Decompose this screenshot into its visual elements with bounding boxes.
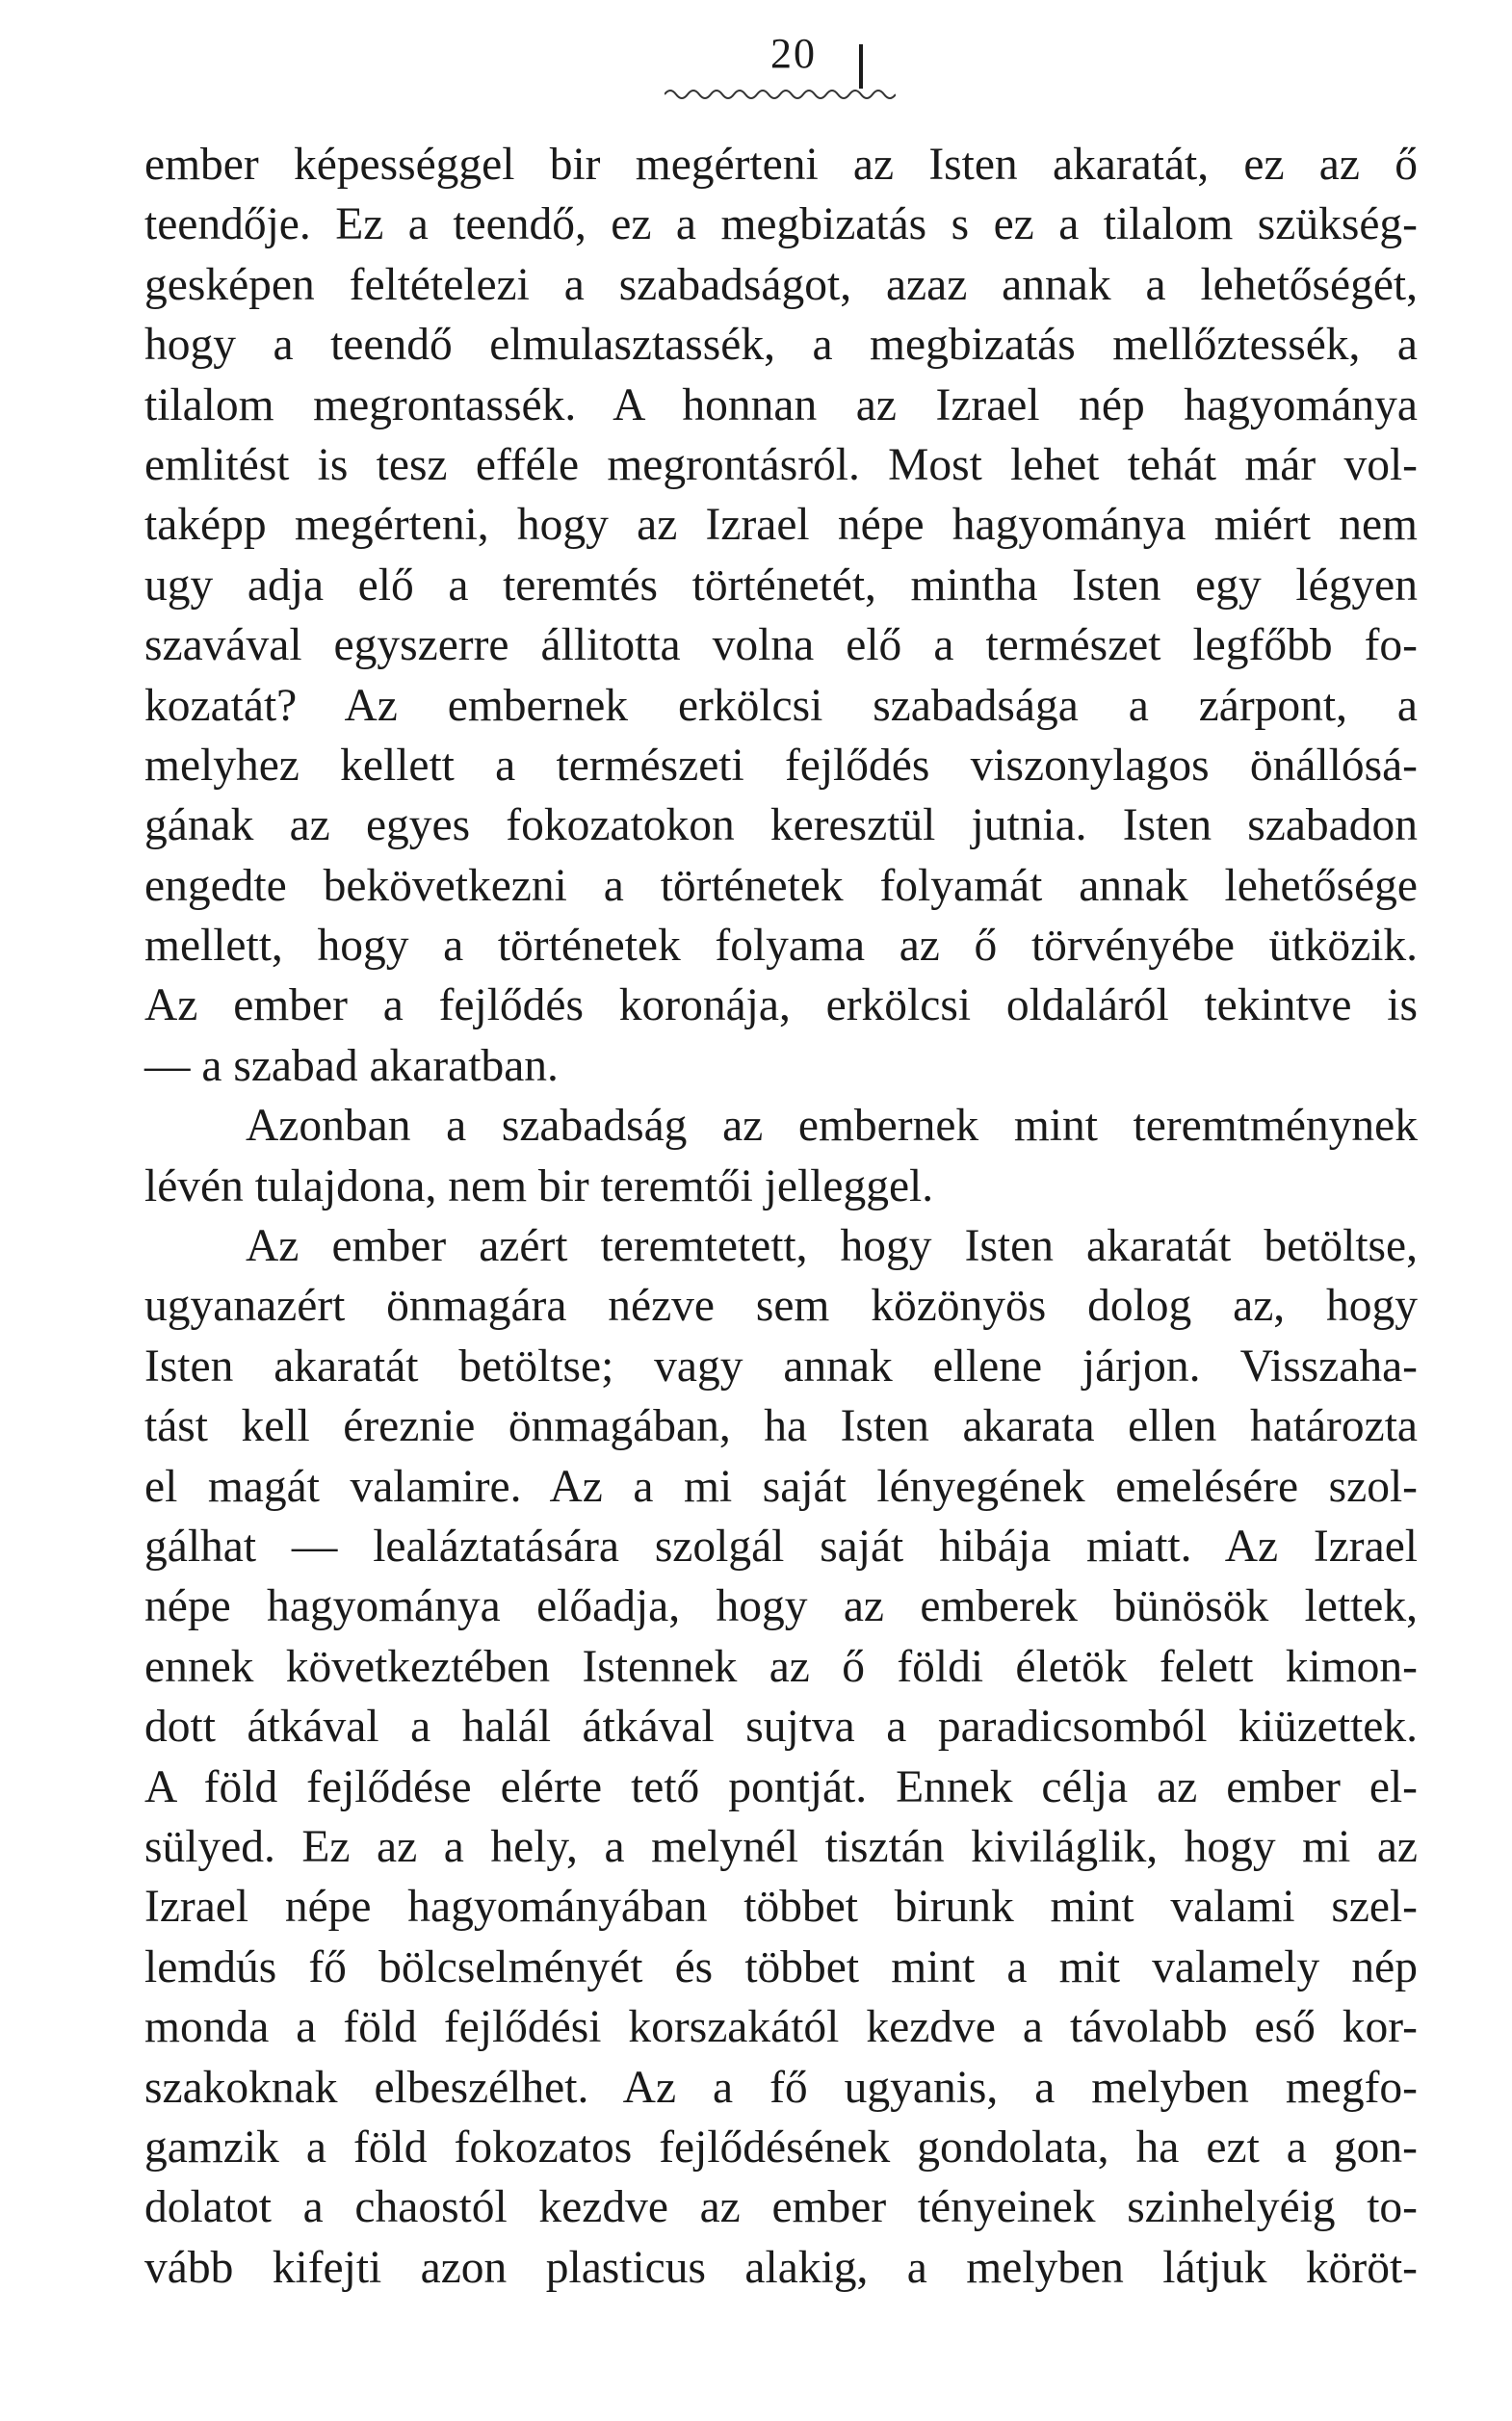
text-line: dolatot a chaostól kezdve az ember tényeinek szinhelyéig to- [144,2182,1418,2233]
header-rule [859,44,863,89]
text-line: el magát valamire. Az a mi saját lényegének emelésére szol- [144,1461,1418,1512]
paragraph-2 [144,1096,1418,1216]
text-line: engedte bekövetkezni a történetek folyamát annak lehetősége [144,860,1418,911]
text-line: tást kell éreznie önmagában, ha Isten akarata ellen határozta [144,1401,1418,1452]
text-line: szavával egyszerre állitotta volna elő a természet legfőbb fo- [144,620,1418,671]
text-line: Az ember azért teremtetett, hogy Isten akaratát betöltse, [246,1221,1418,1272]
text-line: lévén tulajdona, nem bir teremtői jelleggel. [144,1160,934,1211]
text-line: szakoknak elbeszélhet. Az a fő ugyanis, a melyben megfo- [144,2062,1418,2113]
text-line: A föld fejlődése elérte tető pontját. Ennek célja az ember el- [144,1761,1418,1812]
text-line: vább kifejti azon plasticus alakig, a melyben látjuk köröt- [144,2242,1418,2293]
text-line: gálhat — lealáztatására szolgál saját hibája miatt. Az Izrael [144,1521,1418,1572]
text-line: Izrael népe hagyományában többet birunk mint valami szel- [144,1882,1418,1933]
text-line: gának az egyes fokozatokon keresztül jutnia. Isten szabadon [144,800,1418,851]
text-line: népe hagyománya előadja, hogy az emberek bünösök lettek, [144,1581,1418,1632]
text-line: gesképen feltételezi a szabadságot, azaz annak a lehetőségét, [144,259,1418,310]
body-text [144,135,1418,2298]
text-line: mellett, hogy a történetek folyama az ő törvényébe ütközik. [144,921,1418,972]
text-line: — a szabad akaratban. [144,1040,559,1091]
text-line: dott átkával a halál átkával sujtva a paradicsomból kiüzettek. [144,1702,1418,1753]
text-line: Az ember a fejlődés koronája, erkölcsi oldaláról tekintve is [144,980,1418,1031]
text-line: monda a föld fejlődési korszakától kezdve a távolabb eső kor- [144,2002,1418,2053]
text-line: sülyed. Ez az a hely, a melynél tisztán kiviláglik, hogy mi az [144,1821,1418,1872]
page-number: 20 [770,30,817,77]
text-line: emlitést is tesz efféle megrontásról. Most lehet tehát már vol- [144,439,1418,490]
text-line: teendője. Ez a teendő, ez a megbizatás s ez a tilalom szükség- [144,199,1418,250]
text-line: melyhez kellett a természeti fejlődés viszonylagos önállósá- [144,740,1418,791]
text-line: kozatát? Az embernek erkölcsi szabadsága a zárpont, a [144,680,1418,731]
text-line: taképp megérteni, hogy az Izrael népe hagyománya miért nem [144,500,1418,551]
paragraph-1 [144,135,1418,1096]
text-line: Azonban a szabadság az embernek mint teremtménynek [246,1101,1418,1152]
wavy-ornament-icon [665,85,896,104]
paragraph-3 [144,1216,1418,2298]
text-line: tilalom megrontassék. A honnan az Izrael nép hagyománya [144,379,1418,430]
text-line: hogy a teendő elmulasztassék, a megbizatás mellőztessék, a [144,320,1418,371]
text-line: lemdús fő bölcselményét és többet mint a mit valamely nép [144,1941,1418,1992]
text-line: ember képességgel bir megérteni az Isten akaratát, ez az ő [144,140,1418,190]
text-line: gamzik a föld fokozatos fejlődésének gondolata, ha ezt a gon- [144,2122,1418,2173]
text-line: ugy adja elő a teremtés történetét, mintha Isten egy légyen [144,560,1418,611]
page-header [0,29,1512,106]
text-line: ugyanazért önmagára nézve sem közönyös dolog az, hogy [144,1281,1418,1332]
text-line: Isten akaratát betöltse; vagy annak ellene járjon. Visszaha- [144,1341,1418,1392]
text-line: ennek következtében Istennek az ő földi életök felett kimon- [144,1641,1418,1692]
